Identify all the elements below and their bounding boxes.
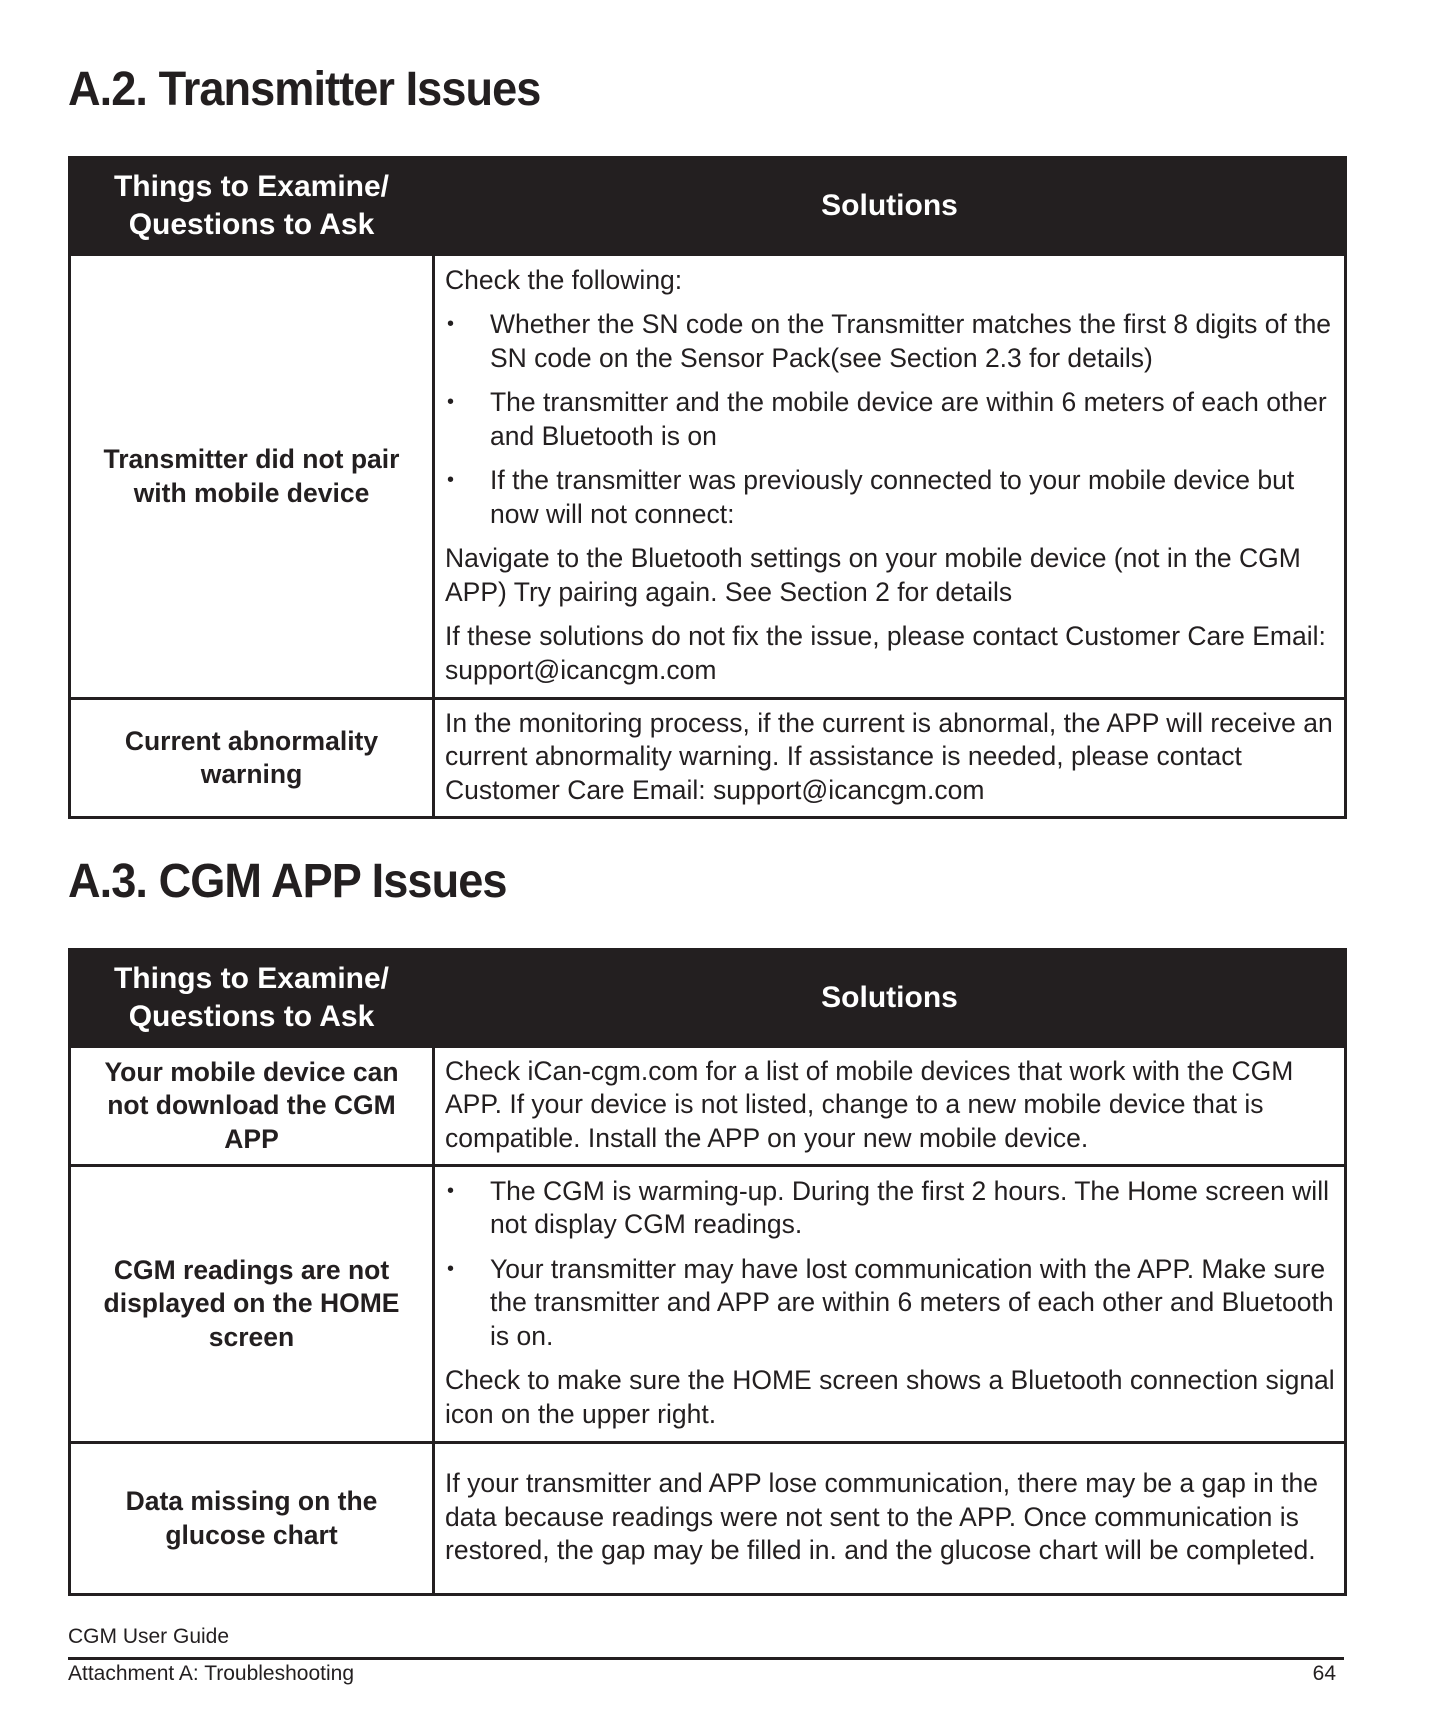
table-row [70,1047,1346,1166]
section-title-cgm-app-issues: A.3. CGM APP Issues [68,855,507,908]
section-title-transmitter-issues: A.2. Transmitter Issues [68,63,541,116]
solution-intro: Check the following: [445,264,683,295]
column-header-solutions: Solutions [434,950,1346,1047]
solution-bullet-list [445,1175,1336,1354]
bullet-item: • The CGM is warming-up. During the first 2 hours. The Home screen will not display CGM readings. [447,1175,1329,1240]
solution-paragraph: In the monitoring process, if the current is abnormal, the APP will receive an current abnormality warning. If assistance is needed, please contact Customer Care Email: support@icancgm.com [445,707,1333,805]
issue-cell: Current abnormality warning [70,699,434,818]
bullet-icon: • [447,469,455,492]
bullet-icon: • [447,1179,455,1202]
column-header-solutions: Solutions [434,158,1346,255]
footer-bar [68,1662,1344,1686]
table-row [70,699,1346,818]
footer-chapter: Attachment A: Troubleshooting [68,1662,355,1685]
solution-paragraph: Check to make sure the HOME screen shows a Bluetooth connection signal icon on the upper right. [445,1365,1335,1429]
issue-cell: Data missing on the glucose chart [70,1443,434,1595]
column-header-things-to-examine: Things to Examine/ Questions to Ask [70,950,434,1047]
issue-cell: Your mobile device can not download the CGM APP [70,1047,434,1166]
table-header-row [70,158,1346,255]
solution-cell [434,1443,1346,1595]
table-row [70,255,1346,699]
solution-paragraph: If these solutions do not fix the issue, please contact Customer Care Email: support@icancgm.com [445,621,1326,685]
table-row [70,1166,1346,1443]
solution-cell [434,1166,1346,1443]
bullet-item: • Whether the SN code on the Transmitter matches the first 8 digits of the SN code on the Sensor Pack(see Section 2.3 for details) [447,309,1332,373]
table-header-row [70,950,1346,1047]
solution-cell [434,1047,1346,1166]
solution-cell [434,699,1346,818]
issue-cell: CGM readings are not displayed on the HOME screen [70,1166,434,1443]
transmitter-issues-table [68,156,1347,819]
solution-paragraph: Navigate to the Bluetooth settings on your mobile device (not in the CGM APP) Try pairing again. See Section 2 for details [445,543,1301,607]
column-header-things-to-examine: Things to Examine/ Questions to Ask [70,158,434,255]
solution-cell [434,255,1346,699]
bullet-item: • The transmitter and the mobile device are within 6 meters of each other and Bluetooth is on [447,387,1327,451]
issue-cell: Transmitter did not pair with mobile device [70,255,434,699]
solution-paragraph: If your transmitter and APP lose communication, there may be a gap in the data because readings were not sent to the APP. Once communication is restored, the gap may be filled in. and the glucose chart will be completed. [445,1468,1318,1566]
bullet-icon: • [447,391,455,414]
footer-guide-title: CGM User Guide [68,1625,230,1648]
solution-paragraph: Check iCan-cgm.com for a list of mobile devices that work with the CGM APP. If your device is not listed, change to a new mobile device that is compatible. Install the APP on your new mobile device. [445,1055,1294,1153]
footer-divider [68,1657,1344,1660]
bullet-icon: • [447,313,455,336]
table-row [70,1443,1346,1595]
cgm-app-issues-table [68,948,1347,1596]
page-number: 64 [1312,1662,1336,1685]
bullet-item: • If the transmitter was previously connected to your mobile device but now will not connect: [447,465,1295,529]
solution-bullet-list [445,308,1336,531]
bullet-item: • Your transmitter may have lost communication with the APP. Make sure the transmitter and APP are within 6 meters of each other and Bluetooth is on. [447,1253,1334,1351]
bullet-icon: • [447,1257,455,1280]
